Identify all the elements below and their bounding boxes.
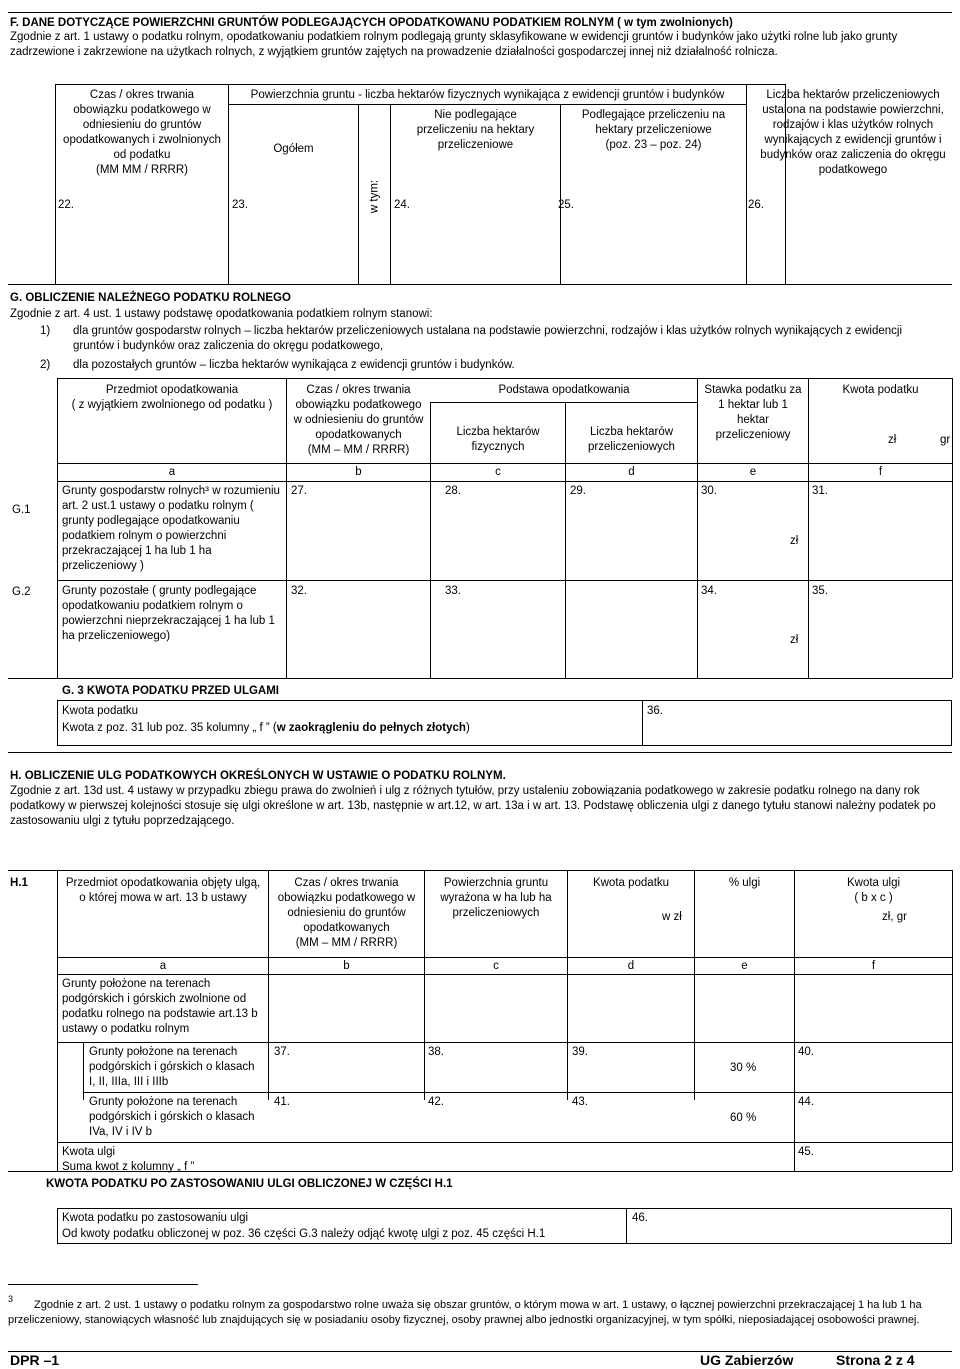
f-col-czas: Czas / okres trwania obowiązku podatkowego w odniesieniu do gruntów opodatkowanych i zwolnionych od podatku (MM MM / RRRR) [63,89,221,176]
h-kwota-ulgi-label: Kwota ulgi [62,1146,116,1158]
h-letter-a: a [159,960,167,972]
field-38-number: 38. [428,1046,444,1058]
g-table-top [57,378,952,379]
h-final-line2: Od kwoty podatku obliczonej w poz. 36 części G.3 należy odjąć kwotę ulgi z poz. 45 części H.1 [62,1228,546,1240]
section-g3-title: G. 3 KWOTA PODATKU PRZED ULGAMI [62,685,280,697]
footnote-text: Zgodnie z art. 2 ust. 1 ustawy o podatku rolnym za gospodarstwo rolne uważa się obszar gruntów, o którym mowa w art. 1 ustawy, o łącznej powierzchni przekraczającej 1 ha lub 1 ha przeliczeniowy, stanowiących własność lub znajdujących się w posiadaniu osoby fizycznej, osoby prawnej albo jednostki organizacyjnej, w tym spółki, nieposiadającej osobowości prawnej. [8,1299,922,1326]
f-col-wtym: w tym: [368,179,381,214]
g-item1-number: 1) [40,325,51,337]
row-label-g1: G.1 [12,504,31,516]
h-letter-b: b [343,960,350,972]
field-31-number: 31. [812,485,828,497]
g3-line1: Kwota podatku [62,705,139,717]
f-bottom-border [8,284,952,285]
section-g-intro: Zgodnie z art. 4 ust. 1 ustawy podstawę opodatkowania podatkiem rolnym stanowi: [10,308,433,320]
h-col-kwota-ulgi: Kwota ulgi ( b x c ) [846,877,901,904]
row-label-g2: G.2 [12,586,31,598]
g-item2-text: dla pozostałych gruntów – liczba hektarów wynikająca z ewidencji gruntów i budynków. [73,359,515,371]
h-col-powierzchnia: Powierzchnia gruntu wyrażona w ha lub ha przeliczeniowych [440,877,552,919]
h-final-line1: Kwota podatku po zastosowaniu ulgi [62,1212,249,1224]
g-col-hektary-fizyczne: Liczba hektarów fizycznych [456,426,540,453]
section-h-intro: Zgodnie z art. 13d ust. 4 ustawy w przypadku zbiegu prawa do zwolnień i ulg z różnych tytułów, przy ustaleniu zobowiązania podatkowego w zakresie podatku rolnego na dany rok podatkowy w pierwszej kolejności stosuje się ulgi określone w art. 13b, następnie w art.12, w art. 13a i w art. 13. Podstawę obliczenia ulgi z danego tytułu stanowi należny podatek po zastosowaniu ulgi z tytułu poprzedzającego. [10,785,936,827]
g3-line2-text: Kwota z poz. 31 lub poz. 35 kolumny „ f ” ( [62,722,277,734]
h-letter-f: f [871,960,876,972]
g-letter-c: c [495,466,501,478]
field-41-number: 41. [274,1096,290,1108]
footer-page-number: Strona 2 z 4 [836,1352,915,1368]
g2-description: Grunty pozostałe ( grunty podlegające opodatkowaniu podatkiem rolnym o powierzchni nieprzekraczającej 1 ha lub 1 ha przeliczeniowego) [62,585,275,642]
g-letter-b: b [355,466,362,478]
g1-description: Grunty gospodarstw rolnych³ w rozumieniu art. 2 ust.1 ustawy o podatku rolnym ( grunty podlegające opodatkowaniu podatkiem rolnym o powierzchni przekraczającej 1 ha lub 1 ha przeliczeniowy ) [62,485,280,572]
field-28-number: 28. [445,485,461,497]
footer-office: UG Zabierzów [700,1352,794,1368]
f-table-top [55,84,785,85]
section-f-title: F. DANE DOTYCZĄCE POWIERZCHNI GRUNTÓW PODLEGAJĄCYCH OPODATKOWANU PODATKIEM ROLNYM ( w tym zwolnionych) [10,17,733,29]
g-col-kwota-zl: zł [888,434,897,446]
g-col-podstawa: Podstawa opodatkowania [498,384,630,396]
field-44-number: 44. [798,1096,814,1108]
h-col-kwota-unit: w zł [662,911,682,923]
h-col-czas: Czas / okres trwania obowiązku podatkowego w odniesieniu do gruntów opodatkowanych (MM – MM / RRRR) [277,877,416,949]
g-letter-d: d [628,466,635,478]
field-25-number: 25. [558,199,574,211]
h-group-description: Grunty położone na terenach podgórskich i górskich zwolnione od podatku rolnego na podstawie art.13 b ustawy o podatku rolnym [62,978,258,1035]
h-row2-percent: 60 % [730,1112,757,1124]
f-top-border [8,12,952,13]
h-col-kwota-ulgi-unit: zł, gr [882,911,907,923]
h-row1-description: Grunty położone na terenach podgórskich i górskich o klasach I, II, IIIa, III i IIIb [89,1046,255,1088]
field-40-number: 40. [798,1046,814,1058]
h-row1-percent: 30 % [730,1062,757,1074]
field-33-number: 33. [445,585,461,597]
h-row2-description: Grunty położone na terenach podgórskich i górskich o klasach IVa, IV i IV b [89,1096,255,1138]
footer-form-code: DPR –1 [10,1352,60,1368]
footnote-mark: 3 [8,1294,14,1304]
f-col-powierzchnia: Powierzchnia gruntu - liczba hektarów fizycznych wynikająca z ewidencji gruntów i budynków [250,89,725,101]
f-col-liczba-hektarow: Liczba hektarów przeliczeniowych ustalona na podstawie powierzchni, rodzajów i klas użytków rolnych wynikających z ewidencji gruntów i budynków oraz zaliczenia do okręgu podatkowego [760,89,946,176]
g3-line2-bold: w zaokrągleniu do pełnych złotych [276,722,466,734]
g-col-przedmiot: Przedmiot opodatkowania ( z wyjątkiem zwolnionego od podatku ) [71,384,273,411]
g-col-stawka: Stawka podatku za 1 hektar lub 1 hektar przeliczeniowy [704,384,802,441]
field-34-number: 34. [701,585,717,597]
g3-line2 [62,721,470,736]
field-43-number: 43. [572,1096,588,1108]
g-col-kwota: Kwota podatku [842,384,919,396]
field-26-number: 26. [748,199,764,211]
h-col-kwota-podatku: Kwota podatku [592,877,670,889]
field-29-number: 29. [570,485,586,497]
g-item1-text: dla gruntów gospodarstw rolnych – liczba hektarów przeliczeniowych ustalana na podstawie powierzchni, rodzajów i klas użytków rolnych wynikających z ewidencji gruntów i budynków oraz zaliczenia do okręgu podatkowego, [73,325,903,352]
footer-rule [8,1351,952,1352]
g-letter-f: f [878,466,883,478]
g-item2-number: 2) [40,359,51,371]
h-letter-c: c [493,960,499,972]
field-36-number: 36. [647,705,663,717]
g-letter-e: e [749,466,757,478]
field-42-number: 42. [428,1096,444,1108]
section-h-title: H. OBLICZENIE ULG PODATKOWYCH OKREŚLONYCH W USTAWIE O PODATKU ROLNYM. [10,770,506,782]
g2-zl-unit: zł [790,634,799,646]
h-letter-e: e [741,960,748,972]
h-col-przedmiot: Przedmiot opodatkowania objęty ulgą, o której mowa w art. 13 b ustawy [65,877,261,904]
field-45-number: 45. [798,1146,814,1158]
row-label-h1: H.1 [10,877,28,889]
g-col-kwota-gr: gr [940,434,951,446]
g-col-czas: Czas / okres trwania obowiązku podatkowego w odniesieniu do gruntów opodatkowanych (MM – MM / RRRR) [293,384,424,456]
field-37-number: 37. [274,1046,290,1058]
footnote-separator [8,1284,198,1285]
g-letter-a: a [168,466,176,478]
field-24-number: 24. [394,199,410,211]
h-suma-label: Suma kwot z kolumny „ f ” [62,1161,195,1173]
field-39-number: 39. [572,1046,588,1058]
field-23-number: 23. [232,199,248,211]
h-letter-d: d [627,960,635,972]
field-46-number: 46. [632,1212,648,1224]
field-30-number: 30. [701,485,717,497]
field-27-number: 27. [291,485,307,497]
field-32-number: 32. [291,585,307,597]
g1-zl-unit: zł [790,535,799,547]
section-f-intro: Zgodnie z art. 1 ustawy o podatku rolnym, opodatkowaniu podatkiem rolnym podlegają grunty sklasyfikowane w ewidencji gruntów i budynków jako użytki rolne lub jako grunty zadrzewione i zakrzewione na użytkach rolnych, z wyjątkiem gruntów zajętych na prowadzenie działalności gospodarczej innej niż działalność rolnicza. [10,31,898,58]
section-g-title: G. OBLICZENIE NALEŻNEGO PODATKU ROLNEGO [10,292,291,304]
field-35-number: 35. [812,585,828,597]
h-col-procent-ulgi: % ulgi [728,877,761,889]
field-22-number: 22. [58,199,74,211]
f-col-nie-podlegajace: Nie podlegające przeliczeniu na hektary przeliczeniowe [416,109,535,151]
g-col-hektary-przeliczeniowe: Liczba hektarów przeliczeniowych [588,426,675,453]
h-final-title: KWOTA PODATKU PO ZASTOSOWANIU ULGI OBLICZONEJ W CZĘŚCI H.1 [46,1178,453,1190]
f-col-podlegajace: Podlegające przeliczeniu na hektary przeliczeniowe (poz. 23 – poz. 24) [581,109,726,151]
f-col-ogolem: Ogółem [273,143,314,155]
g3-line2-close: ) [465,722,470,734]
